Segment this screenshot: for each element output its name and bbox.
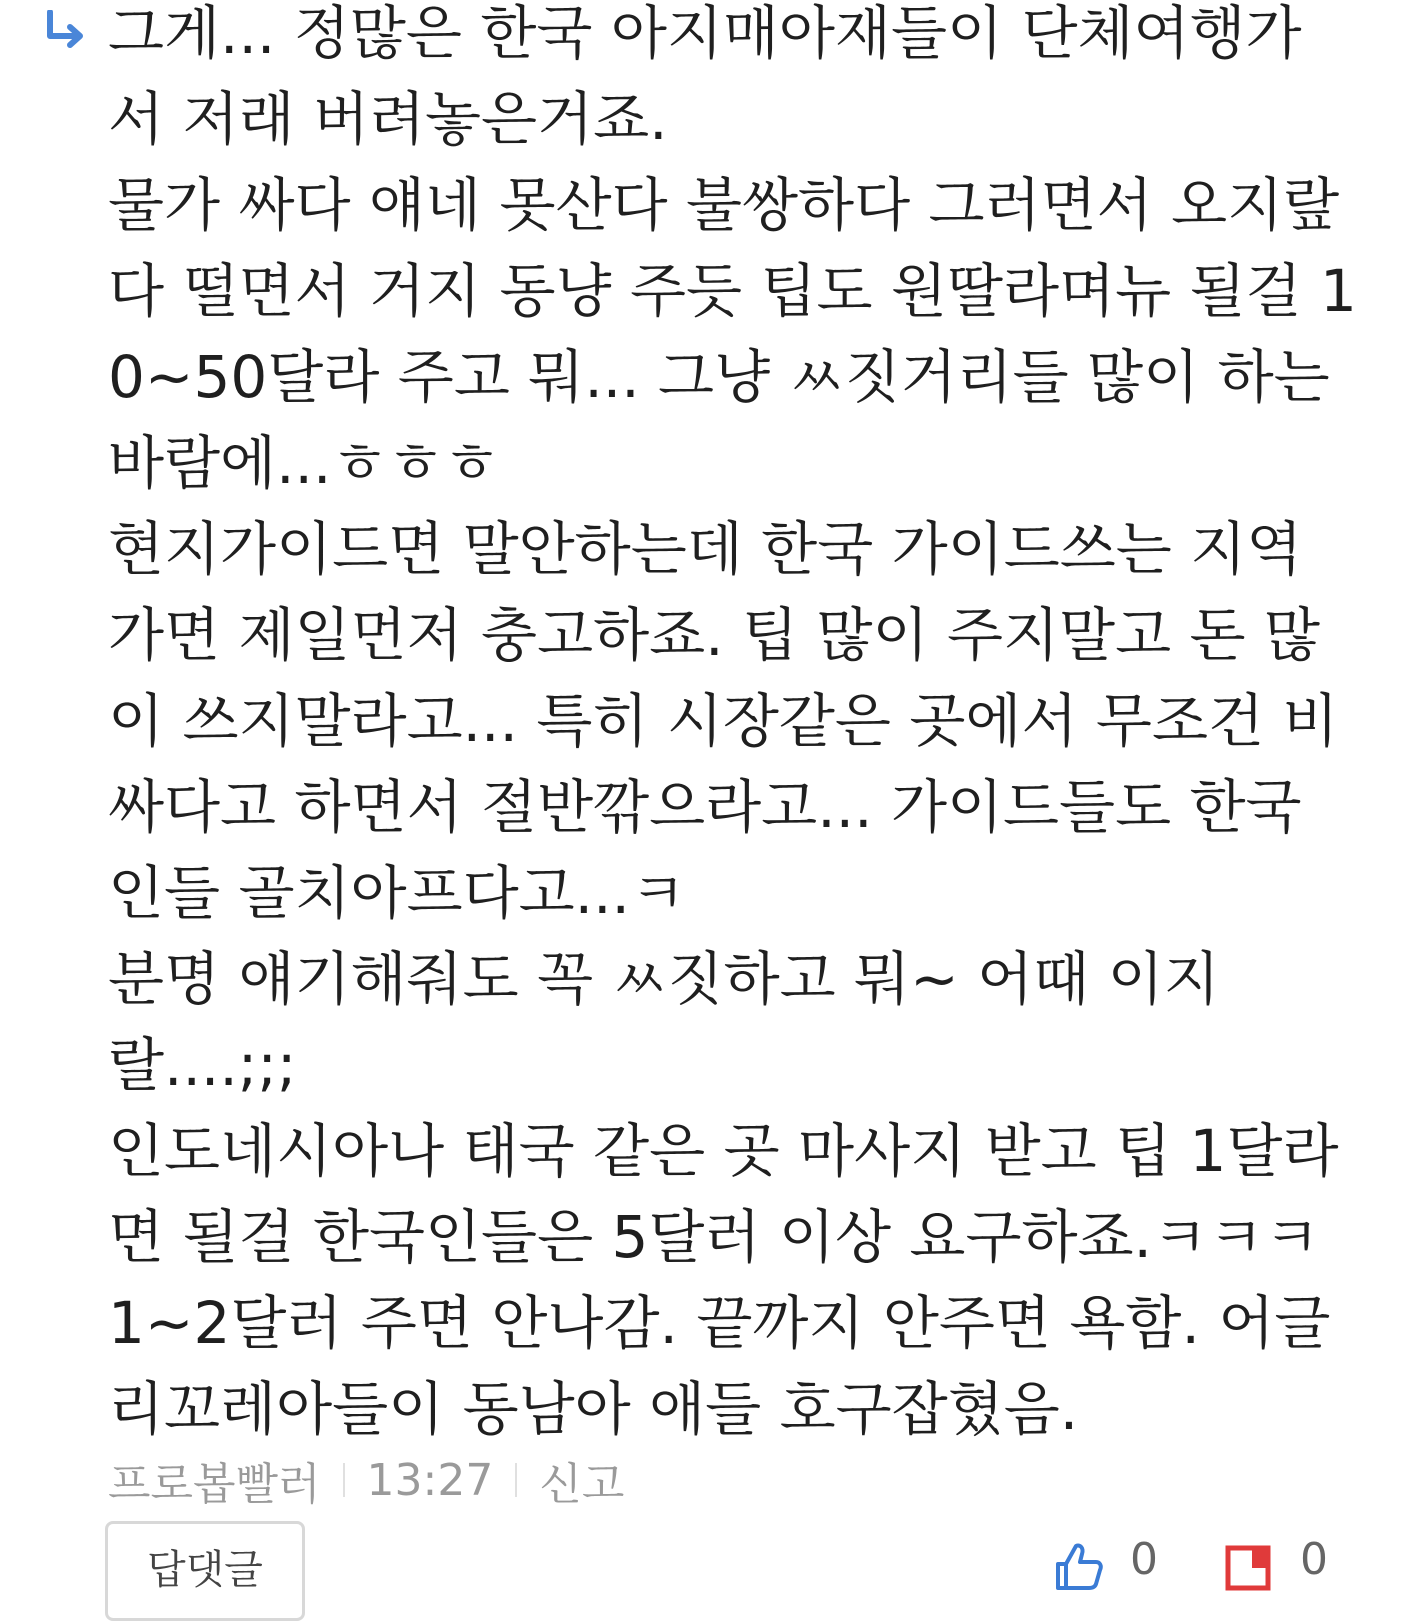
comment-line: 면 될걸 한국인들은 5달러 이상 요구하죠.ㅋㅋㅋ xyxy=(108,1203,1321,1271)
reply-arrow-icon xyxy=(44,10,90,50)
comment-line: 0~50달라 주고 뭐... 그냥 ㅆ짓거리들 많이 하는 xyxy=(108,343,1330,411)
comment-line: 가면 제일먼저 충고하죠. 팁 많이 주지말고 돈 많 xyxy=(108,601,1321,669)
author-name[interactable]: 프로봅빨러 xyxy=(108,1459,321,1510)
comment-line: 인들 골치아프다고...ㅋ xyxy=(108,859,686,927)
comment-body xyxy=(108,0,1358,1462)
comment-meta xyxy=(108,1450,624,1510)
comment-line: 그게... 정많은 한국 아지매아재들이 단체여행가 xyxy=(108,0,1302,67)
comment-line: 싸다고 하면서 절반깎으라고... 가이드들도 한국 xyxy=(108,773,1302,841)
comment-line: 인도네시아나 태국 같은 곳 마사지 받고 팁 1달라 xyxy=(108,1117,1339,1185)
comment-line: 분명 얘기해줘도 꼭 ㅆ짓하고 뭐~ 어때 이지 xyxy=(108,945,1220,1013)
report-link[interactable]: 신고 xyxy=(539,1459,625,1510)
comment-line: 리꼬레아들이 동남아 애들 호구잡혔음. xyxy=(108,1375,1079,1443)
reply-button[interactable]: 답댓글 xyxy=(105,1521,305,1621)
comment-line: 물가 싸다 얘네 못산다 불쌍하다 그러면서 오지랖 xyxy=(108,171,1340,239)
downvote-button[interactable] xyxy=(1222,1532,1328,1612)
comment-line: 이 쓰지말라고... 특히 시장같은 곳에서 무조건 비 xyxy=(108,687,1339,755)
meta-divider xyxy=(343,1463,345,1497)
comment-line: 랄....;;; xyxy=(108,1031,297,1099)
comment-line: 서 저래 버려놓은거죠. xyxy=(108,85,668,153)
comment-line: 바람에...ㅎㅎㅎ xyxy=(108,429,500,497)
upvote-count: 0 xyxy=(1130,1534,1158,1585)
downvote-count: 0 xyxy=(1300,1534,1328,1585)
thumbs-down-icon xyxy=(1222,1540,1274,1592)
comment-line: 현지가이드면 말안하는데 한국 가이드쓰는 지역 xyxy=(108,515,1303,583)
comment-line: 다 떨면서 거지 동냥 주듯 팁도 원딸라며뉴 될걸 1 xyxy=(108,257,1357,325)
meta-divider xyxy=(515,1463,517,1497)
comment-line: 1~2달러 주면 안나감. 끝까지 안주면 욕함. 어글 xyxy=(108,1289,1331,1357)
thumbs-up-icon xyxy=(1052,1540,1104,1592)
upvote-button[interactable] xyxy=(1052,1532,1158,1612)
comment-time: 13:27 xyxy=(366,1454,494,1506)
